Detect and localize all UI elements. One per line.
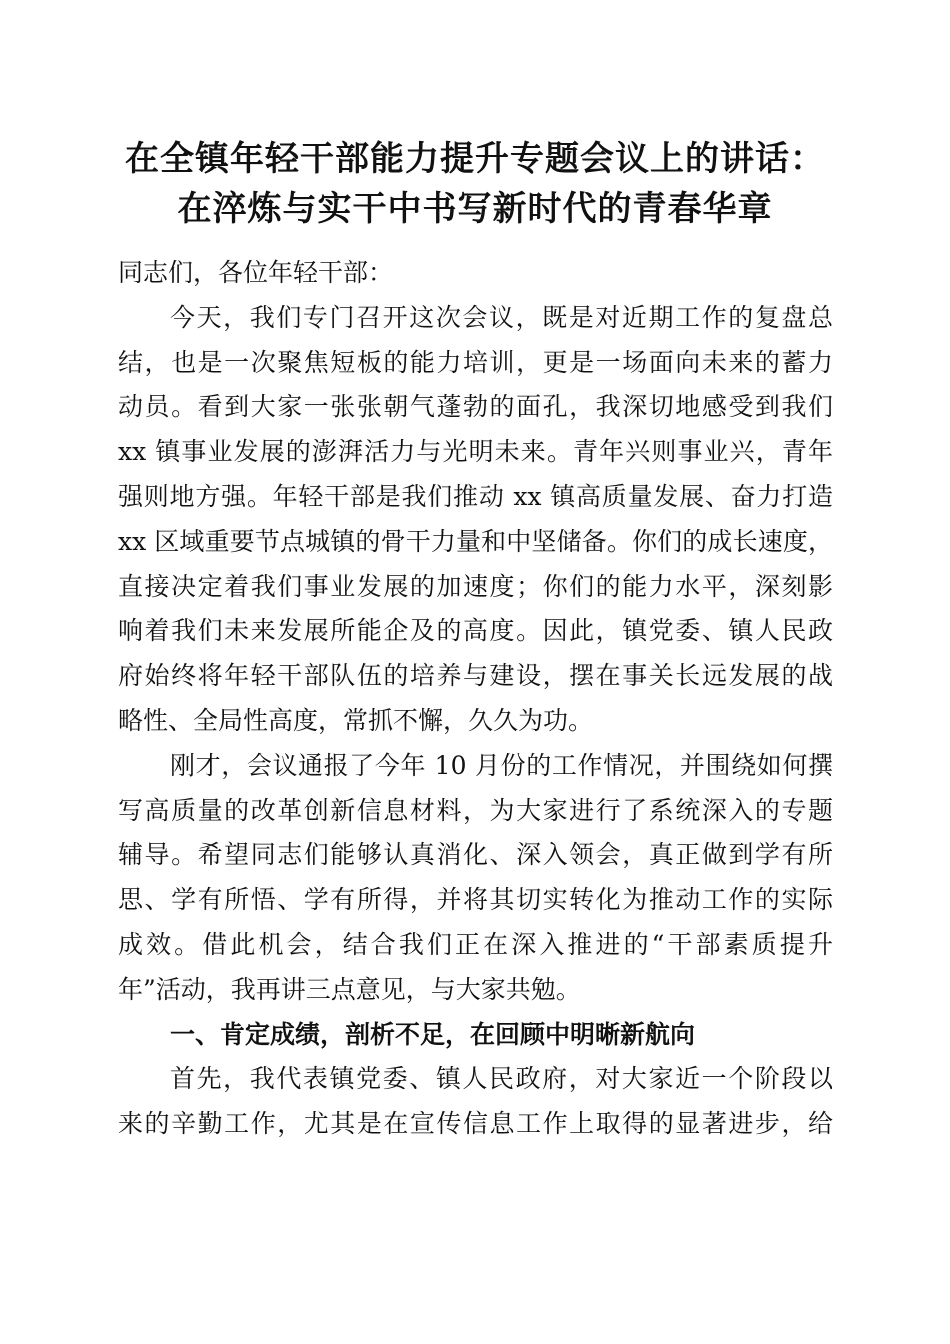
- text-line: xx 镇事业发展的澎湃活力与光明未来。青年兴则事业兴，青年: [118, 437, 833, 467]
- text-line: 辅导。希望同志们能够认真消化、深入领会，真正做到学有所: [118, 840, 833, 870]
- text-line: 略性、全局性高度，常抓不懈，久久为功。: [118, 705, 594, 735]
- text-line: 结，也是一次聚焦短板的能力培训，更是一场面向未来的蓄力: [118, 347, 833, 377]
- text-line: 思、学有所悟、学有所得，并将其切实转化为推动工作的实际: [118, 885, 833, 915]
- text-line: 今天，我们专门召开这次会议，既是对近期工作的复盘总: [170, 302, 833, 332]
- text-line: 府始终将年轻干部队伍的培养与建设，摆在事关长远发展的战: [118, 661, 833, 691]
- text-line: 直接决定着我们事业发展的加速度；你们的能力水平，深刻影: [118, 571, 833, 601]
- text-line: 强则地方强。年轻干部是我们推动 xx 镇高质量发展、奋力打造: [118, 481, 833, 511]
- text-line: 首先，我代表镇党委、镇人民政府，对大家近一个阶段以: [170, 1064, 833, 1094]
- paragraph-2: [118, 744, 833, 1013]
- section-heading: 一、肯定成绩，剖析不足，在回顾中明晰新航向: [170, 1019, 696, 1049]
- text-line: 年”活动，我再讲三点意见，与大家共勉。: [118, 974, 581, 1004]
- text-line: 成效。借此机会，结合我们正在深入推进的“干部素质提升: [118, 929, 833, 959]
- text-line: 来的辛勤工作，尤其是在宣传信息工作上取得的显著进步，给: [118, 1109, 833, 1139]
- salutation: 同志们，各位年轻干部：: [118, 258, 394, 287]
- document-body: [118, 251, 833, 1147]
- text-line: xx 区域重要节点城镇的骨干力量和中坚储备。你们的成长速度，: [118, 526, 833, 556]
- title-line: 在全镇年轻干部能力提升专题会议上的讲话：: [125, 139, 825, 179]
- title-line: 在淬炼与实干中书写新时代的青春华章: [177, 189, 773, 229]
- document-title: [60, 134, 890, 234]
- text-line: 动员。看到大家一张张朝气蓬勃的面孔，我深切地感受到我们: [118, 392, 833, 422]
- paragraph-1: [118, 296, 833, 744]
- text-line: 响着我们未来发展所能企及的高度。因此，镇党委、镇人民政: [118, 616, 833, 646]
- text-line: 刚才，会议通报了今年 10 月份的工作情况，并围绕如何撰: [170, 750, 833, 780]
- paragraph-3: [118, 1057, 833, 1147]
- text-line: 写高质量的改革创新信息材料，为大家进行了系统深入的专题: [118, 795, 833, 825]
